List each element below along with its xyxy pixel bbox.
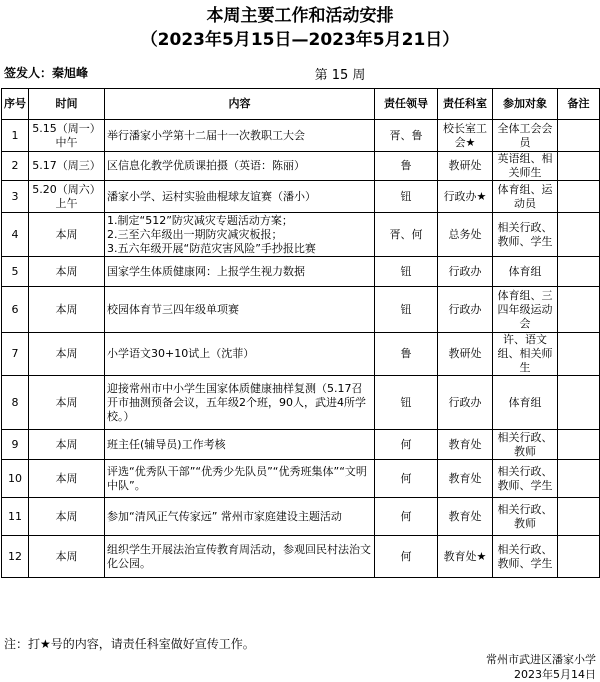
- cell-no: 10: [2, 460, 29, 498]
- cell-participants: 相关行政、教师: [493, 498, 558, 536]
- cell-leader: 钮: [375, 257, 438, 287]
- cell-participants: 相关行政、教师: [493, 430, 558, 460]
- cell-time: 5.15（周一）中午: [29, 120, 105, 152]
- cell-content: 1.制定“512”防灾减灾专题活动方案； 2.三至六年级出一期防灾减灾板报； 3.五六年级开展“防范灾害风险”手抄报比赛: [105, 213, 375, 257]
- col-header-leader: 责任领导: [375, 89, 438, 120]
- cell-dept: 教研处: [438, 333, 493, 376]
- col-header-dept: 责任科室: [438, 89, 493, 120]
- cell-participants: 体育组、三四年级运动会: [493, 287, 558, 333]
- cell-no: 6: [2, 287, 29, 333]
- cell-time: 本周: [29, 333, 105, 376]
- cell-participants: 体育组、运动员: [493, 181, 558, 213]
- cell-remark: [558, 376, 600, 430]
- cell-participants: 相关行政、教师、学生: [493, 536, 558, 578]
- table-row: [2, 430, 600, 460]
- cell-content: 举行潘家小学第十二届十一次教职工大会: [105, 120, 375, 152]
- cell-remark: [558, 120, 600, 152]
- cell-time: 5.20（周六）上午: [29, 181, 105, 213]
- col-header-participants: 参加对象: [493, 89, 558, 120]
- cell-leader: 何: [375, 536, 438, 578]
- col-header-content: 内容: [105, 89, 375, 120]
- cell-participants: 相关行政、教师、学生: [493, 213, 558, 257]
- cell-leader: 钮: [375, 181, 438, 213]
- table-row: [2, 213, 600, 257]
- cell-remark: [558, 430, 600, 460]
- table-row: [2, 460, 600, 498]
- cell-participants: 相关行政、教师、学生: [493, 460, 558, 498]
- cell-dept: 教育处: [438, 498, 493, 536]
- cell-time: 本周: [29, 376, 105, 430]
- cell-no: 8: [2, 376, 29, 430]
- col-header-remark: 备注: [558, 89, 600, 120]
- cell-no: 1: [2, 120, 29, 152]
- cell-no: 9: [2, 430, 29, 460]
- cell-content: 校园体育节三四年级单项赛: [105, 287, 375, 333]
- cell-leader: 鲁: [375, 152, 438, 181]
- cell-dept: 教研处: [438, 152, 493, 181]
- cell-remark: [558, 181, 600, 213]
- cell-leader: 胥、鲁: [375, 120, 438, 152]
- footer-note: 注：打★号的内容，请责任科室做好宣传工作。: [4, 637, 255, 651]
- cell-remark: [558, 498, 600, 536]
- cell-dept: 行政办: [438, 257, 493, 287]
- cell-content: 迎接常州市中小学生国家体质健康抽样复测（5.17召开市抽测预备会议，五年级2个班，90人，武进4所学校。）: [105, 376, 375, 430]
- table-row: [2, 181, 600, 213]
- cell-no: 3: [2, 181, 29, 213]
- school-name: 常州市武进区潘家小学: [486, 653, 596, 666]
- table-row: [2, 287, 600, 333]
- cell-remark: [558, 333, 600, 376]
- cell-content: 参加“清风正气传家远” 常州市家庭建设主题活动: [105, 498, 375, 536]
- cell-content: 班主任(辅导员)工作考核: [105, 430, 375, 460]
- issuer-label: 签发人：秦旭峰: [4, 66, 89, 80]
- cell-no: 2: [2, 152, 29, 181]
- cell-content: 潘家小学、运村实验曲棍球友谊赛（潘小）: [105, 181, 375, 213]
- table-row: [2, 536, 600, 578]
- cell-no: 12: [2, 536, 29, 578]
- cell-no: 11: [2, 498, 29, 536]
- cell-time: 本周: [29, 257, 105, 287]
- table-header-row: [2, 89, 600, 120]
- cell-remark: [558, 460, 600, 498]
- cell-time: 本周: [29, 498, 105, 536]
- cell-dept: 教育处: [438, 460, 493, 498]
- cell-dept: 教育处★: [438, 536, 493, 578]
- cell-no: 4: [2, 213, 29, 257]
- cell-remark: [558, 213, 600, 257]
- cell-remark: [558, 152, 600, 181]
- footer-signature: [486, 652, 596, 682]
- cell-dept: 教育处: [438, 430, 493, 460]
- table-row: [2, 257, 600, 287]
- cell-participants: 许、语文组、相关师生: [493, 333, 558, 376]
- cell-dept: 总务处: [438, 213, 493, 257]
- table-row: [2, 376, 600, 430]
- cell-dept: 校长室工会★: [438, 120, 493, 152]
- cell-leader: 何: [375, 460, 438, 498]
- cell-participants: 体育组: [493, 376, 558, 430]
- cell-leader: 何: [375, 430, 438, 460]
- cell-participants: 体育组: [493, 257, 558, 287]
- cell-leader: 钮: [375, 376, 438, 430]
- cell-leader: 何: [375, 498, 438, 536]
- cell-no: 7: [2, 333, 29, 376]
- schedule-table: [1, 88, 600, 578]
- cell-content: 组织学生开展法治宣传教育周活动，参观回民村法治文化公园。: [105, 536, 375, 578]
- cell-remark: [558, 536, 600, 578]
- cell-no: 5: [2, 257, 29, 287]
- cell-content: 评选“优秀队干部”“优秀少先队员”“优秀班集体”“文明中队”。: [105, 460, 375, 498]
- table-row: [2, 152, 600, 181]
- col-header-no: 序号: [2, 89, 29, 120]
- cell-leader: 胥、何: [375, 213, 438, 257]
- cell-time: 本周: [29, 536, 105, 578]
- cell-leader: 钮: [375, 287, 438, 333]
- cell-dept: 行政办: [438, 376, 493, 430]
- date-range-subtitle: （2023年5月15日—2023年5月21日）: [140, 30, 460, 50]
- week-number: 第 15 周: [314, 68, 366, 83]
- page-title: 本周主要工作和活动安排: [206, 6, 394, 26]
- cell-time: 本周: [29, 430, 105, 460]
- cell-content: 小学语文30+10试上（沈菲）: [105, 333, 375, 376]
- cell-remark: [558, 287, 600, 333]
- cell-time: 本周: [29, 213, 105, 257]
- cell-participants: 英语组、相关师生: [493, 152, 558, 181]
- cell-content: 国家学生体质健康网：上报学生视力数据: [105, 257, 375, 287]
- cell-time: 本周: [29, 287, 105, 333]
- cell-dept: 行政办★: [438, 181, 493, 213]
- cell-time: 5.17（周三）: [29, 152, 105, 181]
- cell-participants: 全体工会会员: [493, 120, 558, 152]
- cell-leader: 鲁: [375, 333, 438, 376]
- table-row: [2, 498, 600, 536]
- cell-time: 本周: [29, 460, 105, 498]
- cell-content: 区信息化教学优质课拍摄（英语：陈丽）: [105, 152, 375, 181]
- table-row: [2, 120, 600, 152]
- issue-date: 2023年5月14日: [514, 668, 596, 681]
- col-header-time: 时间: [29, 89, 105, 120]
- cell-dept: 行政办: [438, 287, 493, 333]
- table-row: [2, 333, 600, 376]
- cell-remark: [558, 257, 600, 287]
